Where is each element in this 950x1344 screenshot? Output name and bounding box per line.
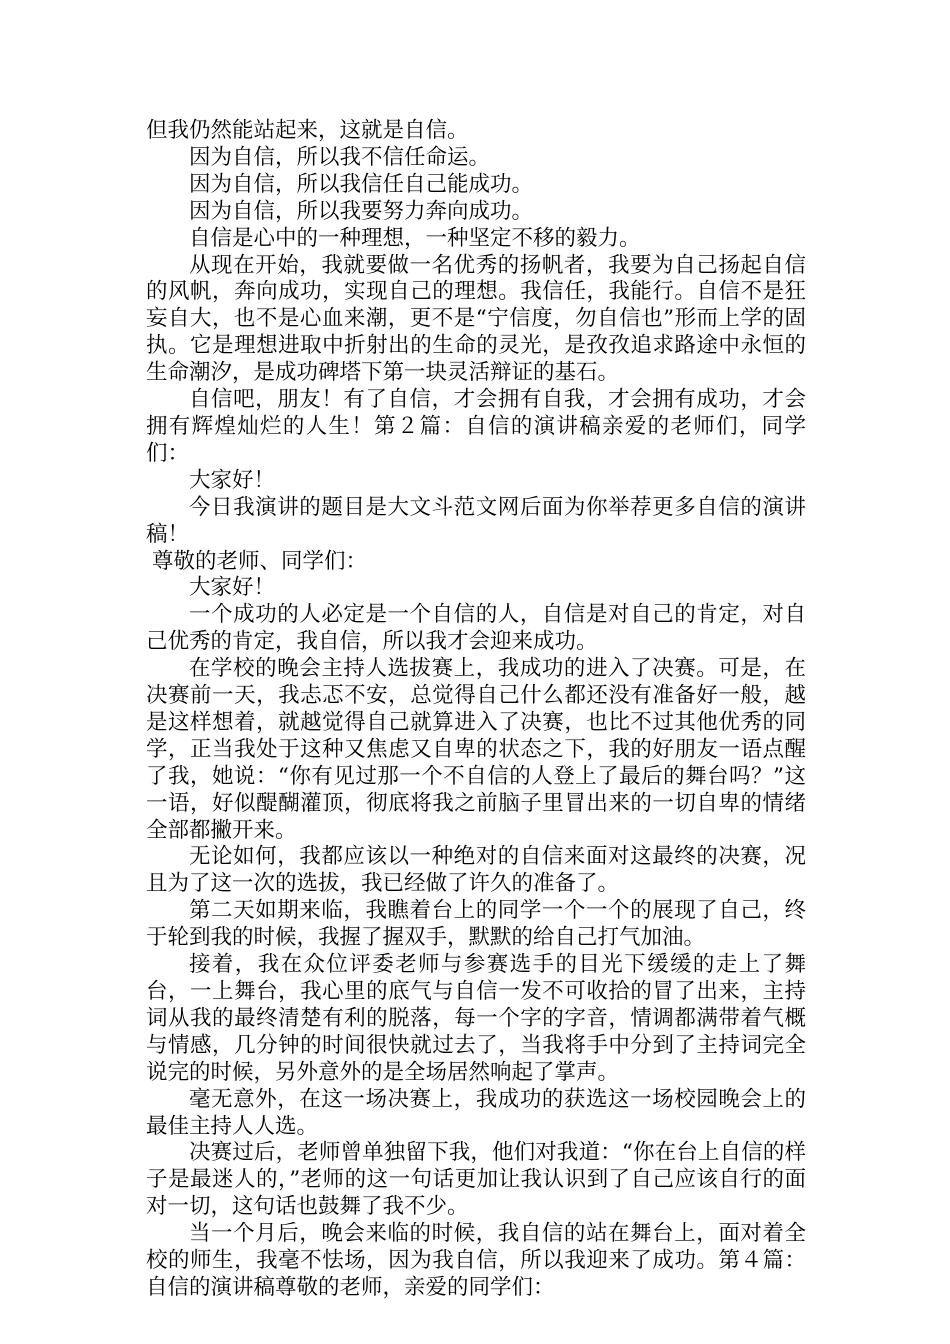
- paragraph: 今日我演讲的题目是大文斗范文网后面为你举荐更多自信的演讲稿！: [146, 494, 806, 547]
- paragraph: 因为自信，所以我要努力奔向成功。: [189, 198, 534, 224]
- paragraph: 接着，我在众位评委老师与参赛选手的目光下缓缓的走上了舞台，一上舞台，我心里的底气与自信一发不可收拾的冒了出来，主持词从我的最终清楚有利的脱落，每一个字的字音，情调都满带着气概与情感，几分钟的时间很快就过去了，当我将手中分到了主持词完全说完的时候，另外意外的是全场居然响起了掌声。: [146, 952, 806, 1085]
- paragraph: 从现在开始，我就要做一名优秀的扬帆者，我要为自己扬起自信的风帆，奔向成功，实现自己的理想。我信任，我能行。自信不是狂妄自大，也不是心血来潮，更不是“宁信度，勿自信也”形而上学的固执。它是理想进取中折射出的生命的灵光，是孜孜追求路途中永恒的生命潮汐，是成功碑塔下第一块灵活辩证的基石。: [146, 252, 806, 386]
- paragraph: 毫无意外，在这一场决赛上，我成功的获选这一场校园晚会上的最佳主持人人选。: [146, 1086, 806, 1139]
- paragraph: 当一个月后，晚会来临的时候，我自信的站在舞台上，面对着全校的师生，我毫不怯场，因为我自信，所以我迎来了成功。第４篇：自信的演讲稿尊敬的老师，亲爱的同学们：: [146, 1221, 806, 1300]
- greeting: 大家好！: [189, 467, 276, 493]
- paragraph: 一个成功的人必定是一个自信的人，自信是对自己的肯定，对自己优秀的肯定，我自信，所以我才会迎来成功。: [146, 602, 806, 655]
- greeting: 大家好！: [189, 575, 276, 601]
- paragraph: 因为自信，所以我不信任命运。: [189, 144, 491, 170]
- paragraph: 因为自信，所以我信任自己能成功。: [189, 171, 534, 197]
- paragraph: 自信是心中的一种理想，一种坚定不移的毅力。: [189, 225, 641, 251]
- document-body: [146, 118, 806, 1302]
- paragraph: 无论如何，我都应该以一种绝对的自信来面对这最终的决赛，况且为了这一次的选拔，我已经做了许久的准备了。: [146, 844, 806, 897]
- paragraph: 自信吧，朋友！有了自信，才会拥有自我，才会拥有成功，才会拥有辉煌灿烂的人生！第２篇：自信的演讲稿亲爱的老师们，同学们：: [146, 387, 806, 466]
- paragraph: 但我仍然能站起来，这就是自信。: [146, 118, 469, 143]
- paragraph: 第二天如期来临，我瞧着台上的同学一个一个的展现了自己，终于轮到我的时候，我握了握双手，默默的给自己打气加油。: [146, 898, 806, 951]
- paragraph: 决赛过后，老师曾单独留下我，他们对我道：“你在台上自信的样子是最迷人的，”老师的这一句话更加让我认识到了自己应该自行的面对一切，这句话也鼓舞了我不少。: [146, 1140, 806, 1220]
- paragraph: 在学校的晚会主持人选拔赛上，我成功的进入了决赛。可是，在决赛前一天，我忐忑不安，总觉得自己什么都还没有准备好一般，越是这样想着，就越觉得自己就算进入了决赛，也比不过其他优秀的同学，正当我处于这种又焦虑又自卑的状态之下，我的好朋友一语点醒了我，她说：“你有见过那一个不自信的人登上了最后的舞台吗？”这一语，好似醍醐灌顶，彻底将我之前脑子里冒出来的一切自卑的情绪全部都撇开来。: [146, 656, 806, 843]
- salutation: 尊敬的老师、同学们：: [152, 548, 368, 574]
